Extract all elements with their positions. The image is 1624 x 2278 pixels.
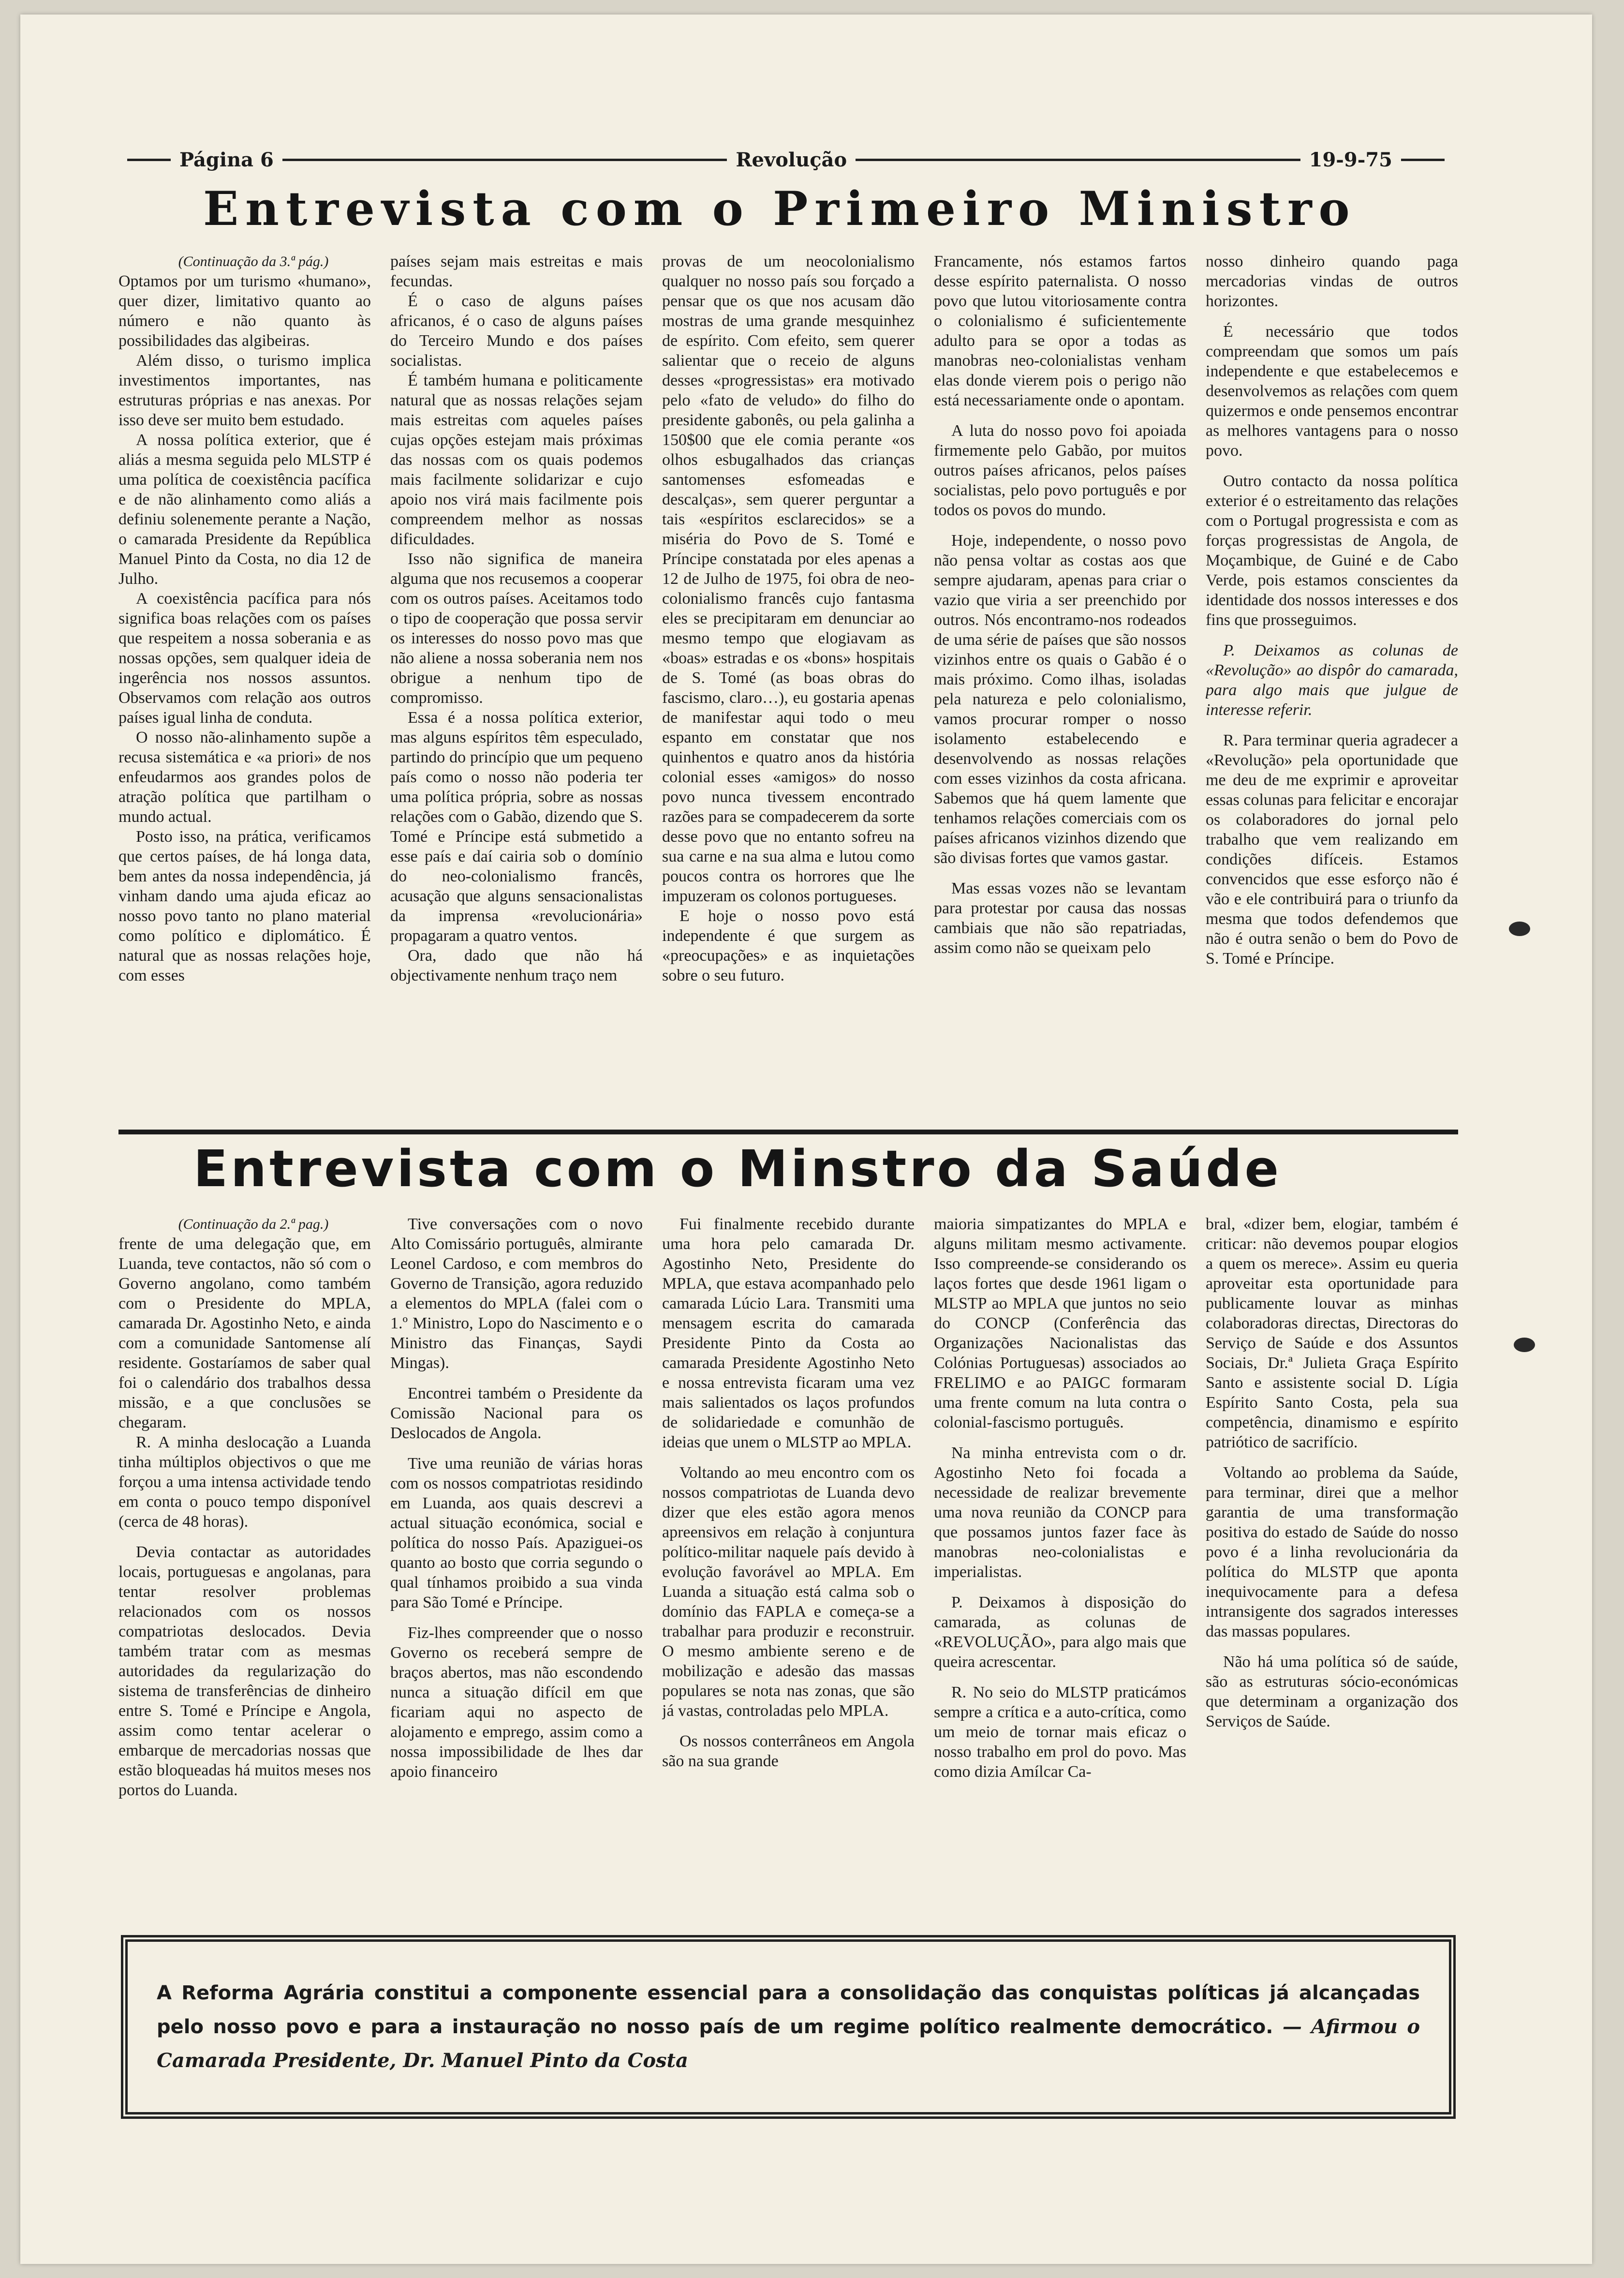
interview-answer: R. Para terminar queria agradecer a «Revolução» pela oportunidade que me deu de me exprimir e aproveitar essas colunas para felicitar e encorajar os colaboradores do jornal pelo trabalho que vem realizando em condições difíceis. Estamos convencidos que esse esforço não é vão e ele contribuirá para o triunfo da mesma que todos defendemos que não é outra senão o bem do Povo de S. Tomé e Príncipe. xyxy=(1206,731,1458,968)
article-column xyxy=(1206,252,1458,1117)
newspaper-name: Revolução xyxy=(736,148,847,171)
article-column xyxy=(662,1214,915,1921)
paragraph: Não há uma política só de saúde, são as estruturas sócio-económicas que determinam a organização dos Serviços de Saúde. xyxy=(1206,1653,1458,1730)
paragraph: nosso dinheiro quando paga mercadorias vindas de outros horizontes. xyxy=(1206,253,1458,310)
paragraph: Encontrei também o Presidente da Comissão Nacional para os Deslocados de Angola. xyxy=(390,1385,643,1442)
paragraph: Outro contacto da nossa política exterior é o estreitamento das relações com o Portugal progressista e com as forças progressistas de Angola, de Moçambique, de Guiné e de Cabo Verde, pois estamos conscientes da identidade dos nossos interesses e dos fins que prosseguimos. xyxy=(1206,472,1458,629)
paragraph: Fui finalmente recebido durante uma hora pelo camarada Dr. Agostinho Neto, Presidente do MPLA, que estava acompanhado pelo camarada Lúcio Lara. Transmiti uma mensagem escrita do camarada Presidente Pinto da Costa ao camarada Presidente Agostinho Neto e nossa entrevista ficaram uma vez mais salientados os laços profundos de solidariedade e comunhão de ideias que unem o MLSTP ao MPLA. xyxy=(662,1215,915,1451)
paragraph: É necessário que todos compreendam que somos um país independente e que estabelecemos e desenvolvemos as relações com quem quizermos e onde pensemos encontrar as melhores vantagens para o nosso povo. xyxy=(1206,323,1458,460)
paragraph: Voltando ao meu encontro com os nossos compatriotas de Luanda devo dizer que eles estão agora menos apreensivos em relação à conjuntura político-militar naquele país devido à evolução favorável ao MPLA. Em Luanda a situação está calma sob o domínio das FAPLA e começa-se a trabalhar para produzir e reconstruir. O mesmo ambiente sereno e de mobilização e adesão das massas populares se nota nas zonas, que são já vastas, controladas pelo MPLA. xyxy=(662,1464,915,1720)
header-rule xyxy=(1401,159,1445,161)
article-title-prime-minister: Entrevista com o Primeiro Ministro xyxy=(203,181,1357,236)
interview-answer: R. No seio do MLSTP praticámos sempre a crítica e a auto-crítica, como um meio de tornar mais eficaz o nosso trabalho em prol do povo. Mas como dizia Amílcar Ca- xyxy=(934,1683,1186,1781)
header-rule xyxy=(856,159,1300,161)
header-rule xyxy=(282,159,727,161)
section-divider xyxy=(118,1130,1458,1134)
paragraph: É também humana e politicamente natural que as nossas relações sejam mais estreitas com aqueles países cujas opções estejam mais próximas das nossas com os quais podemos mais facilmente solidarizar e cujo apoio nos virá mais facilmente pois compreendem melhor as nossas dificuldades. xyxy=(390,372,643,548)
article-health-minister-body xyxy=(118,1214,1458,1921)
article-title-health-minister: Entrevista com o Minstro da Saúde xyxy=(193,1139,1282,1198)
page-number: Página 6 xyxy=(179,148,274,171)
paragraph: Além disso, o turismo implica investimentos importantes, nas estruturas próprias e nas anexas. Por isso deve ser muito bem estudado. xyxy=(118,352,371,429)
paragraph: Francamente, nós estamos fartos desse espírito paternalista. O nosso povo que lutou vitoriosamente contra o colonialismo é suficientemente adulto para se opor a todas as manobras neo-colonialistas venham elas donde vierem pois o perigo não está necessariamente onde o apontam. xyxy=(934,253,1186,409)
paragraph: A coexistência pacífica para nós significa boas relações com os países que respeitem a nossa soberania e as nossas opções, sem qualquer ideia de ingerência nos nossos assuntos. Observamos com relação aos outros países igual linha de conduta. xyxy=(118,590,371,727)
paragraph: bral, «dizer bem, elogiar, também é criticar: não devemos poupar elogios a quem os merece». Assim eu queria aproveitar esta oportunidade para publicamente louvar as minhas colaboradoras directas, Directoras do Serviço de Saúde e dos Assuntos Sociais, Dr.ª Julieta Graça Espírito Santo e assistente social D. Lígia Espírito Santo Costa, pela sua competência, dinamismo e espírito patriótico de sacrifício. xyxy=(1206,1215,1458,1451)
continuation-note: (Continuação da 3.ª pág.) xyxy=(178,253,329,269)
paragraph: Essa é a nossa política exterior, mas alguns espíritos têm especulado, partindo do princípio que um pequeno país como o nosso não poderia ter uma política própria, sobre as nossas relações com o Gabão, dizendo que S. Tomé e Príncipe está submetido a esse país e daí cairia sob o domínio do neo-colonialismo francês, acusação que alguns sensacionalistas da imprensa «revolucionária» propagaram a quatro ventos. xyxy=(390,709,643,945)
paragraph: Fiz-lhes compreender que o nosso Governo os receberá sempre de braços abertos, mas não escondendo nunca a situação difícil em que ficariam aqui no aspecto de alojamento e emprego, assim como a nossa impossibilidade de lhes dar apoio financeiro xyxy=(390,1624,643,1781)
punch-hole xyxy=(1514,1338,1535,1352)
article-column xyxy=(662,252,915,1117)
paragraph: Devia contactar as autoridades locais, portuguesas e angolanas, para tentar resolver problemas relacionados com os nossos compatriotas deslocados. Devia também tratar com as mesmas autoridades da regularização do sistema de transferências de dinheiro entre S. Tomé e Príncipe e Angola, assim como tentar acelerar o embarque de mercadorias nossas que estão bloqueadas há muitos meses nos portos do Luanda. xyxy=(118,1543,371,1799)
paragraph: Mas essas vozes não se levantam para protestar por causa das nossas cambiais que não são repatriadas, assim como não se queixam pelo xyxy=(934,879,1186,957)
article-column xyxy=(934,1214,1186,1921)
continuation-note: (Continuação da 2.ª pag.) xyxy=(178,1216,329,1232)
paragraph: Voltando ao problema da Saúde, para terminar, direi que a melhor garantia de uma transformação positiva do estado de Saúde do nosso povo é a linha revolucionária da política do MLSTP que aponta inequivocamente para a defesa intransigente dos sagrados interesses das massas populares. xyxy=(1206,1464,1458,1640)
article-column xyxy=(1206,1214,1458,1921)
paragraph: Tive uma reunião de várias horas com os nossos compatriotas residindo em Luanda, aos quais descrevi a actual situação económica, social e política do nosso País. Apaziguei-os quanto ao bosto que corria segundo o qual tínhamos proibido a sua vinda para São Tomé e Príncipe. xyxy=(390,1455,643,1611)
article-column xyxy=(934,252,1186,1117)
paragraph: E hoje o nosso povo está independente é que surgem as «preocupações» e as inquietações sobre o seu futuro. xyxy=(662,907,915,984)
punch-hole xyxy=(1509,922,1530,936)
paragraph: Optamos por um turismo «humano», quer dizer, limitativo quanto ao número e não quanto às possibilidades das algibeiras. xyxy=(118,272,371,350)
header-rule xyxy=(127,159,171,161)
paragraph: É o caso de alguns países africanos, é o caso de alguns países do Terceiro Mundo e dos países socialistas. xyxy=(390,292,643,370)
paragraph: maioria simpatizantes do MPLA e alguns militam mesmo activamente. Isso compreende-se considerando os laços fortes que desde 1961 ligam o MLSTP ao MPLA que juntos no seio do CONCP (Conferência das Organizações Nacionalistas das Colónias Portuguesas) associados ao FRELIMO e ao PAIGC formaram uma frente comum na luta contra o colonial-fascismo português. xyxy=(934,1215,1186,1431)
interview-question: P. Deixamos à disposição do camarada, as colunas de «REVOLUÇÃO», para algo mais que queira acrescentar. xyxy=(934,1593,1186,1671)
paragraph: Isso não significa de maneira alguma que nos recusemos a cooperar com os outros países. Aceitamos todo o tipo de cooperação que possa servir os interesses do nosso povo mas que não aliene a nossa soberania nem nos obrigue a nenhum tipo de compromisso. xyxy=(390,550,643,707)
paragraph: O nosso não-alinhamento supõe a recusa sistemática e «a priori» de nos enfeudarmos aos grandes polos de atração política que partilham o mundo actual. xyxy=(118,729,371,826)
article-column xyxy=(390,1214,643,1921)
page-header xyxy=(118,145,1453,174)
article-column xyxy=(390,252,643,1117)
paragraph: frente de uma delegação que, em Luanda, teve contactos, não só com o Governo angolano, como também com o Presidente do MPLA, camarada Dr. Agostinho Neto, e ainda com a comunidade Santomense alí residente. Gostaríamos de saber qual foi o calendário dos trabalhos dessa missão, e a que conclusões se chegaram. xyxy=(118,1235,371,1431)
paragraph: A nossa política exterior, que é aliás a mesma seguida pelo MLSTP é uma política de coexistência pacífica e de não alinhamento como aliás a definiu solenemente perante a Nação, o camarada Presidente da República Manuel Pinto da Costa, no dia 12 de Julho. xyxy=(118,431,371,588)
issue-date: 19-9-75 xyxy=(1309,148,1392,171)
paragraph: R. A minha deslocação a Luanda tinha múltiplos objectivos o que me forçou a uma intensa actividade tendo em conta o pouco tempo disponível (cerca de 48 horas). xyxy=(118,1433,371,1531)
paragraph: Tive conversações com o novo Alto Comissário português, almirante Leonel Cardoso, e com membros do Governo de Transição, agora reduzido a elementos do MPLA (falei com o 1.º Ministro, Lopo do Nascimento e o Ministro das Finanças, Saydi Mingas). xyxy=(390,1215,643,1372)
quote-attribution: — Afirmou o Camarada Presidente, Dr. Manuel Pinto da Costa xyxy=(157,2015,1420,2072)
paragraph: Os nossos conterrâneos em Angola são na sua grande xyxy=(662,1732,915,1770)
paragraph: A luta do nosso povo foi apoiada firmemente pelo Gabão, por muitos outros países africanos, pelos países socialistas, pelo povo português e por todos os povos do mundo. xyxy=(934,422,1186,519)
paragraph: países sejam mais estreitas e mais fecundas. xyxy=(390,253,643,290)
article-prime-minister-body xyxy=(118,252,1458,1117)
paragraph: Ora, dado que não há objectivamente nenhum traço nem xyxy=(390,947,643,984)
paragraph: Posto isso, na prática, verificamos que certos países, de há longa data, bem antes da nossa independência, já vinham dando uma ajuda eficaz ao nosso povo tanto no plano material como político e diplomático. É natural que as nossas relações hoje, com esses xyxy=(118,828,371,984)
article-column xyxy=(118,252,371,1117)
quote-text: A Reforma Agrária constitui a componente essencial para a consolidação das conquistas políticas já alcançadas pelo nosso povo e para a instauração no nosso país de um regime político realmente democrático. xyxy=(157,1982,1420,2038)
paragraph: provas de um neocolonialismo qualquer no nosso país sou forçado a pensar que os que nos acusam dão mostras de uma grande mesquinhez de espírito. Com efeito, sem querer salientar que o receio de alguns desses «progressistas» era motivado pelo «fato de veludo» do filho do presidente gabonês, ou pela galinha a 150$00 que ele comia perante «os olhos esbugalhados das crianças santomenses esfomeadas e descalças», sem querer perguntar a tais «espíritos esclarecidos» se a miséria do Povo de S. Tomé e Príncipe constatada por eles apenas a 12 de Julho de 1975, foi obra de neo-colonialismo francês cujo fantasma eles se precipitaram em denunciar ao mesmo tempo que elogiavam as «boas» estradas e os «bons» hospitais de S. Tomé (as boas obras do fascismo, claro…), eu gostaria apenas de manifestar aqui todo o meu espanto em constatar que nos quinhentos e quatro anos da história colonial esses «amigos» do nosso povo nunca tivessem encontrado razões para se compadecerem da sorte desse povo que no entanto sofreu na sua carne e na sua alma e lutou como poucos contra os horrores que lhe impuzeram os colonos portugueses. xyxy=(662,253,915,905)
agrarian-reform-quote-box xyxy=(121,1935,1456,2119)
interview-question: P. Deixamos as colunas de «Revolução» ao dispôr do camarada, para algo mais que julgue de interesse referir. xyxy=(1206,641,1458,719)
paragraph: Na minha entrevista com o dr. Agostinho Neto foi focada a necessidade de realizar brevemente uma nova reunião da CONCP para que possamos juntos fazer face às manobras neo-colonialistas e imperialistas. xyxy=(934,1444,1186,1581)
article-column xyxy=(118,1214,371,1921)
paragraph: Hoje, independente, o nosso povo não pensa voltar as costas aos que sempre ajudaram, apenas para criar o vazio que viria a ser preenchido por outros. Nós encontramo-nos rodeados de uma série de países que são nossos vizinhos entre os quais o Gabão é o mais próximo. Como ilhas, isoladas pela natureza e pelo colonialismo, vamos procurar romper o nosso isolamento estabelecendo e desenvolvendo as nossas relações com esses vizinhos da costa africana. Sabemos que há quem lamente que tenhamos relações comerciais com os países africanos vizinhos dizendo que são divisas fortes que vamos gastar. xyxy=(934,532,1186,867)
